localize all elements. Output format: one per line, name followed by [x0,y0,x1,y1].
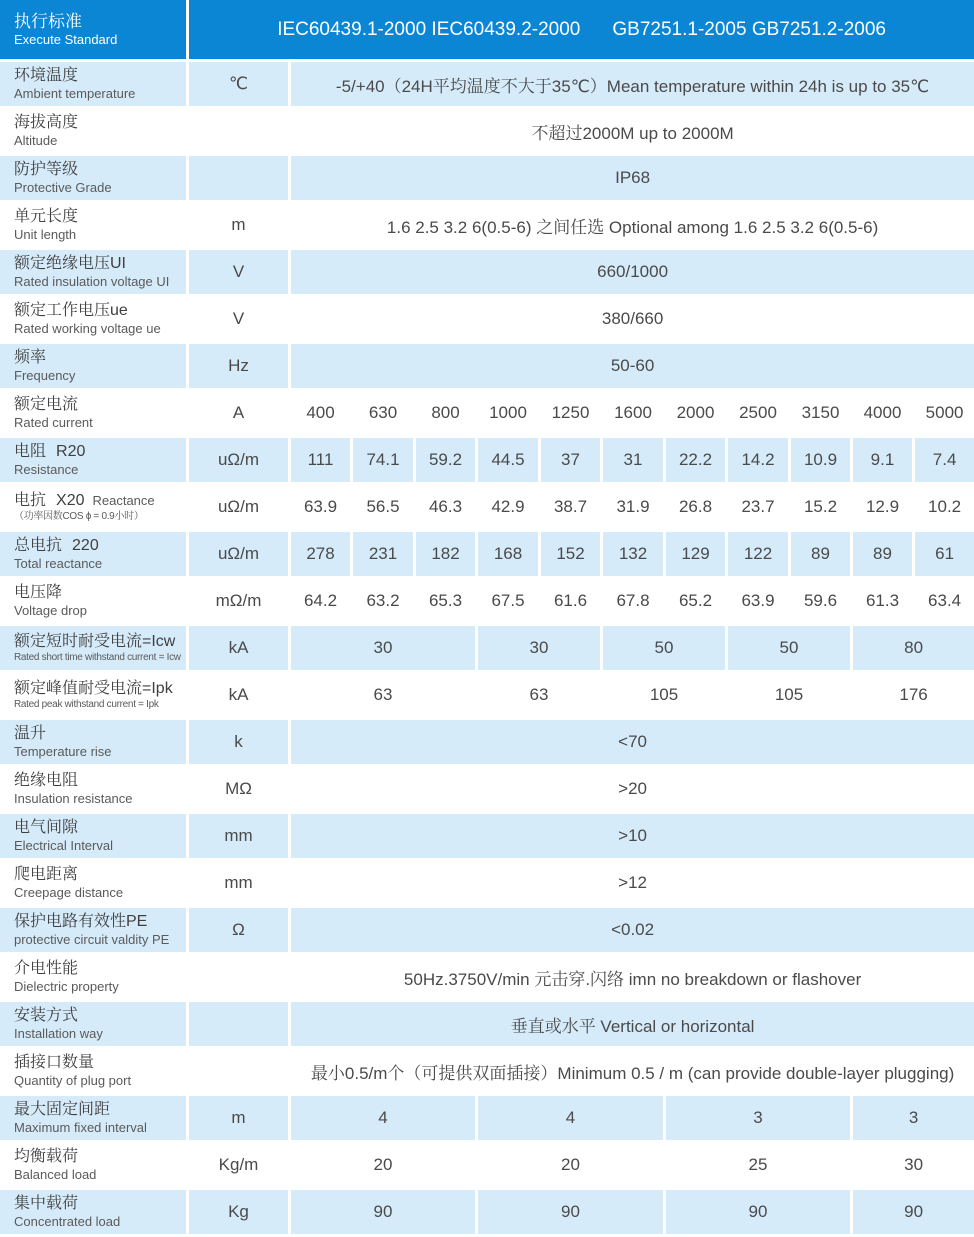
unit-cell: Ω [189,908,291,955]
value-cell: 1250 [541,391,603,438]
value-cell: 800 [416,391,478,438]
value-cell: 59.6 [791,579,853,626]
table-row-insulation-voltage [0,250,974,297]
value-cell: <0.02 [291,908,974,955]
unit-cell [189,156,291,203]
label-en: Electrical Interval [14,838,113,853]
label-en: Rated peak withstand current = Ipk [14,698,159,710]
value-cell: 65.2 [666,579,728,626]
label-en: Quantity of plug port [14,1073,132,1088]
unit-cell: ℃ [189,62,291,109]
table-row-concentrated-load [0,1190,974,1237]
unit-cell: mm [189,814,291,861]
label-cell [0,1190,189,1237]
label-cell [0,673,189,720]
table-row-working-voltage [0,297,974,344]
unit-cell: mm [189,861,291,908]
label-en: Rated working voltage ue [14,321,161,336]
unit-cell: m [189,1096,291,1143]
label-cell [0,109,189,156]
value-cell: IP68 [291,156,974,203]
label-en: Insulation resistance [14,791,133,806]
value-cell: 1.6 2.5 3.2 6(0.5-6) 之间任选 Optional among 1.6 2.5 3.2 6(0.5-6) [291,203,974,250]
label-cell [0,579,189,626]
label-en: Execute Standard [14,31,118,47]
value-cell: 3150 [791,391,853,438]
label-cn: 执行标准 [14,11,82,31]
value-cell: 67.8 [603,579,666,626]
value-cell: 不超过2000M up to 2000M [291,109,974,156]
label-cn-text: 电抗 [14,491,47,509]
value-cell: 132 [603,532,666,579]
label-cell [0,532,189,579]
table-row-header [0,0,974,62]
unit-cell: m [189,203,291,250]
unit-cell: k [189,720,291,767]
value-cell: 23.7 [728,485,791,532]
label-cn-symbol: 220 [72,537,99,554]
label-cell [0,297,189,344]
label-en: Balanced load [14,1167,97,1182]
value-cell: 89 [791,532,853,579]
value-cell: 63 [478,673,603,720]
label-cn: 单元长度 [14,208,79,225]
label-cn: 绝缘电阻 [14,772,79,789]
value-cell: 63 [291,673,478,720]
label-cell [0,720,189,767]
label-cell [0,485,189,532]
value-cell: 61 [915,532,974,579]
value-cell: 56.5 [353,485,416,532]
value-cell: 38.7 [541,485,603,532]
unit-cell: MΩ [189,767,291,814]
label-cn: 额定绝缘电压UI [14,255,127,272]
label-en: Ambient temperature [14,86,136,101]
value-cell: 22.2 [666,438,728,485]
label-en: Altitude [14,133,58,148]
table-row-insulation-resistance [0,767,974,814]
label-en: protective circuit valdity PE [14,932,170,947]
value-cell: 2500 [728,391,791,438]
value-cell: 380/660 [291,297,974,344]
label-cn: 保护电路有效性PE [14,913,148,930]
value-cell: 111 [291,438,353,485]
label-en: Protective Grade [14,180,112,195]
value-cell: 30 [478,626,603,673]
value-cell: 50 [728,626,853,673]
value-cell: 3 [853,1096,974,1143]
table-row-electrical-interval [0,814,974,861]
label-en: Frequency [14,368,76,383]
value-cell: 10.2 [915,485,974,532]
value-cell: 30 [291,626,478,673]
table-row-ambient [0,62,974,109]
label-en: Unit length [14,227,77,242]
value-cell: 90 [478,1190,666,1237]
value-cell: 10.9 [791,438,853,485]
unit-cell: uΩ/m [189,532,291,579]
value-cell: >20 [291,767,974,814]
label-cell [0,955,189,1002]
value-cell: 1600 [603,391,666,438]
value-cell: 1000 [478,391,541,438]
table-row-installation-way [0,1002,974,1049]
value-cell: 90 [291,1190,478,1237]
value-cell: 63.9 [291,485,353,532]
table-row-plug-port [0,1049,974,1096]
value-cell: 最小0.5/m个（可提供双面插接）Minimum 0.5 / m (can provide double-layer plugging) [291,1049,974,1096]
value-cell: 31 [603,438,666,485]
value-cell: 660/1000 [291,250,974,297]
value-cell: 90 [853,1190,974,1237]
label-cn: 介电性能 [14,960,79,977]
value-cell: 105 [603,673,728,720]
table-row-temperature-rise [0,720,974,767]
unit-cell: uΩ/m [189,485,291,532]
value-cell: 80 [853,626,974,673]
value-cell: 31.9 [603,485,666,532]
value-cell: <70 [291,720,974,767]
unit-cell [189,955,291,1002]
label-cn: 集中载荷 [14,1195,79,1212]
label-cn: 电气间隙 [14,819,79,836]
label-en: Maximum fixed interval [14,1120,147,1135]
label-cn: 额定电流 [14,396,79,413]
value-cell: 垂直或水平 Vertical or horizontal [291,1002,974,1049]
unit-cell [189,109,291,156]
table-row-rated-current [0,391,974,438]
value-cell: 63.2 [353,579,416,626]
label-cn: 额定工作电压ue [14,302,128,319]
label-cn [14,442,186,461]
unit-cell: V [189,297,291,344]
label-cell [0,626,189,673]
label-cn: 温升 [14,725,47,742]
value-cell: 63.4 [915,579,974,626]
label-cell [0,908,189,955]
value-cell: 74.1 [353,438,416,485]
label-en: Total reactance [14,556,103,571]
value-cell: -5/+40（24H平均温度不大于35℃）Mean temperature within 24h is up to 35℃ [291,62,974,109]
label-note: （功率因数COS ɸ = 0.9小时） [14,510,144,522]
value-cell: 44.5 [478,438,541,485]
unit-cell: kA [189,673,291,720]
unit-cell: Kg/m [189,1143,291,1190]
label-cell [0,1049,189,1096]
table-row-peak-withstand [0,673,974,720]
unit-cell: Kg [189,1190,291,1237]
value-cell: 63.9 [728,579,791,626]
label-en: Rated insulation voltage UI [14,274,170,289]
value-cell: 59.2 [416,438,478,485]
label-cn-text: 总电抗 [14,537,63,554]
label-cell [0,1143,189,1190]
label-en: Creepage distance [14,885,124,900]
label-cell [0,814,189,861]
table-row-altitude [0,109,974,156]
value-cell: >12 [291,861,974,908]
value-cell: 231 [353,532,416,579]
unit-cell: V [189,250,291,297]
value-cell: 176 [853,673,974,720]
value-cell: 65.3 [416,579,478,626]
value-cell: 4 [478,1096,666,1143]
label-cn: 额定短时耐受电流=Icw [14,632,176,650]
value-cell: 37 [541,438,603,485]
label-cn: 均衡载荷 [14,1148,79,1165]
value-cell: 4 [291,1096,478,1143]
label-cell [0,1002,189,1049]
label-en: Installation way [14,1026,103,1041]
label-cn [14,536,186,555]
label-cn [14,491,186,510]
label-cn: 额定峰值耐受电流=Ipk [14,679,173,697]
value-cell: 4000 [853,391,915,438]
table-row-fixed-interval [0,1096,974,1143]
label-en: Resistance [14,462,79,477]
label-cell [0,156,189,203]
table-row-short-time-withstand [0,626,974,673]
unit-cell: kA [189,626,291,673]
table-row-reactance [0,485,974,532]
table-row-frequency [0,344,974,391]
label-cell [0,62,189,109]
value-cell: 14.2 [728,438,791,485]
value-cell: 90 [666,1190,853,1237]
value-cell: 9.1 [853,438,915,485]
value-cell: 50Hz.3750V/min 元击穿.闪络 imn no breakdown or flashover [291,955,974,1002]
unit-cell: Hz [189,344,291,391]
value-cell: 25 [666,1143,853,1190]
table-row-protective-grade [0,156,974,203]
value-cell: 20 [291,1143,478,1190]
unit-cell [189,1002,291,1049]
label-cell [0,250,189,297]
table-row-unit-length [0,203,974,250]
value-cell: 26.8 [666,485,728,532]
value-cell: 50-60 [291,344,974,391]
label-cell [0,1096,189,1143]
standard-iec: IEC60439.1-2000 IEC60439.2-2000 [277,18,581,40]
label-cn-symbol: R20 [56,443,86,460]
unit-cell: mΩ/m [189,579,291,626]
unit-cell: A [189,391,291,438]
table-row-dielectric-property [0,955,974,1002]
label-cn: 最大固定间距 [14,1101,111,1118]
value-cell: 15.2 [791,485,853,532]
table-row-balanced-load [0,1143,974,1190]
value-cell: 67.5 [478,579,541,626]
label-en: Temperature rise [14,744,112,759]
table-row-resistance [0,438,974,485]
value-cell: 89 [853,532,915,579]
table-row-total-reactance [0,532,974,579]
value-cell: 12.9 [853,485,915,532]
value-cell: 122 [728,532,791,579]
label-cn: 防护等级 [14,161,79,178]
value-cell: 50 [603,626,728,673]
value-cell: 2000 [666,391,728,438]
value-cell: 20 [478,1143,666,1190]
label-cell [0,391,189,438]
value-cell: 105 [728,673,853,720]
label-cn: 插接口数量 [14,1054,95,1071]
value-cell: 7.4 [915,438,974,485]
label-cell [0,767,189,814]
label-cn-text: 电阻 [14,443,47,460]
label-cell [0,438,189,485]
label-cell [0,203,189,250]
value-cell: 42.9 [478,485,541,532]
value-cell: 400 [291,391,353,438]
label-cn: 安装方式 [14,1007,79,1024]
value-cell: 168 [478,532,541,579]
label-en: Rated current [14,415,93,430]
label-cn-symbol: X20 [56,491,85,509]
table-row-pe [0,908,974,955]
value-cell: >10 [291,814,974,861]
value-cell: 61.6 [541,579,603,626]
value-cell: 152 [541,532,603,579]
value-cell [189,0,974,62]
value-cell: 129 [666,532,728,579]
unit-cell: uΩ/m [189,438,291,485]
table-row-creepage-distance [0,861,974,908]
label-cn: 环境温度 [14,67,79,84]
value-cell: 5000 [915,391,974,438]
value-cell: 64.2 [291,579,353,626]
label-cn: 海拔高度 [14,114,79,131]
value-cell: 46.3 [416,485,478,532]
label-cn: 频率 [14,349,47,366]
label-cell [0,861,189,908]
label-cell [0,0,189,62]
label-en: Rated short time withstand current = Icw [14,651,181,663]
unit-cell [189,1049,291,1096]
value-cell: 630 [353,391,416,438]
value-cell: 278 [291,532,353,579]
label-en: Voltage drop [14,603,88,618]
label-en-inline: Reactance [92,492,155,508]
value-cell: 61.3 [853,579,915,626]
label-cell [0,344,189,391]
label-cn: 爬电距离 [14,866,79,883]
value-cell: 30 [853,1143,974,1190]
standard-gb: GB7251.1-2005 GB7251.2-2006 [612,18,886,40]
label-cn: 电压降 [14,584,63,601]
label-en: Dielectric property [14,979,119,994]
value-cell: 3 [666,1096,853,1143]
value-cell: 182 [416,532,478,579]
label-en: Concentrated load [14,1214,121,1229]
table-row-voltage-drop [0,579,974,626]
